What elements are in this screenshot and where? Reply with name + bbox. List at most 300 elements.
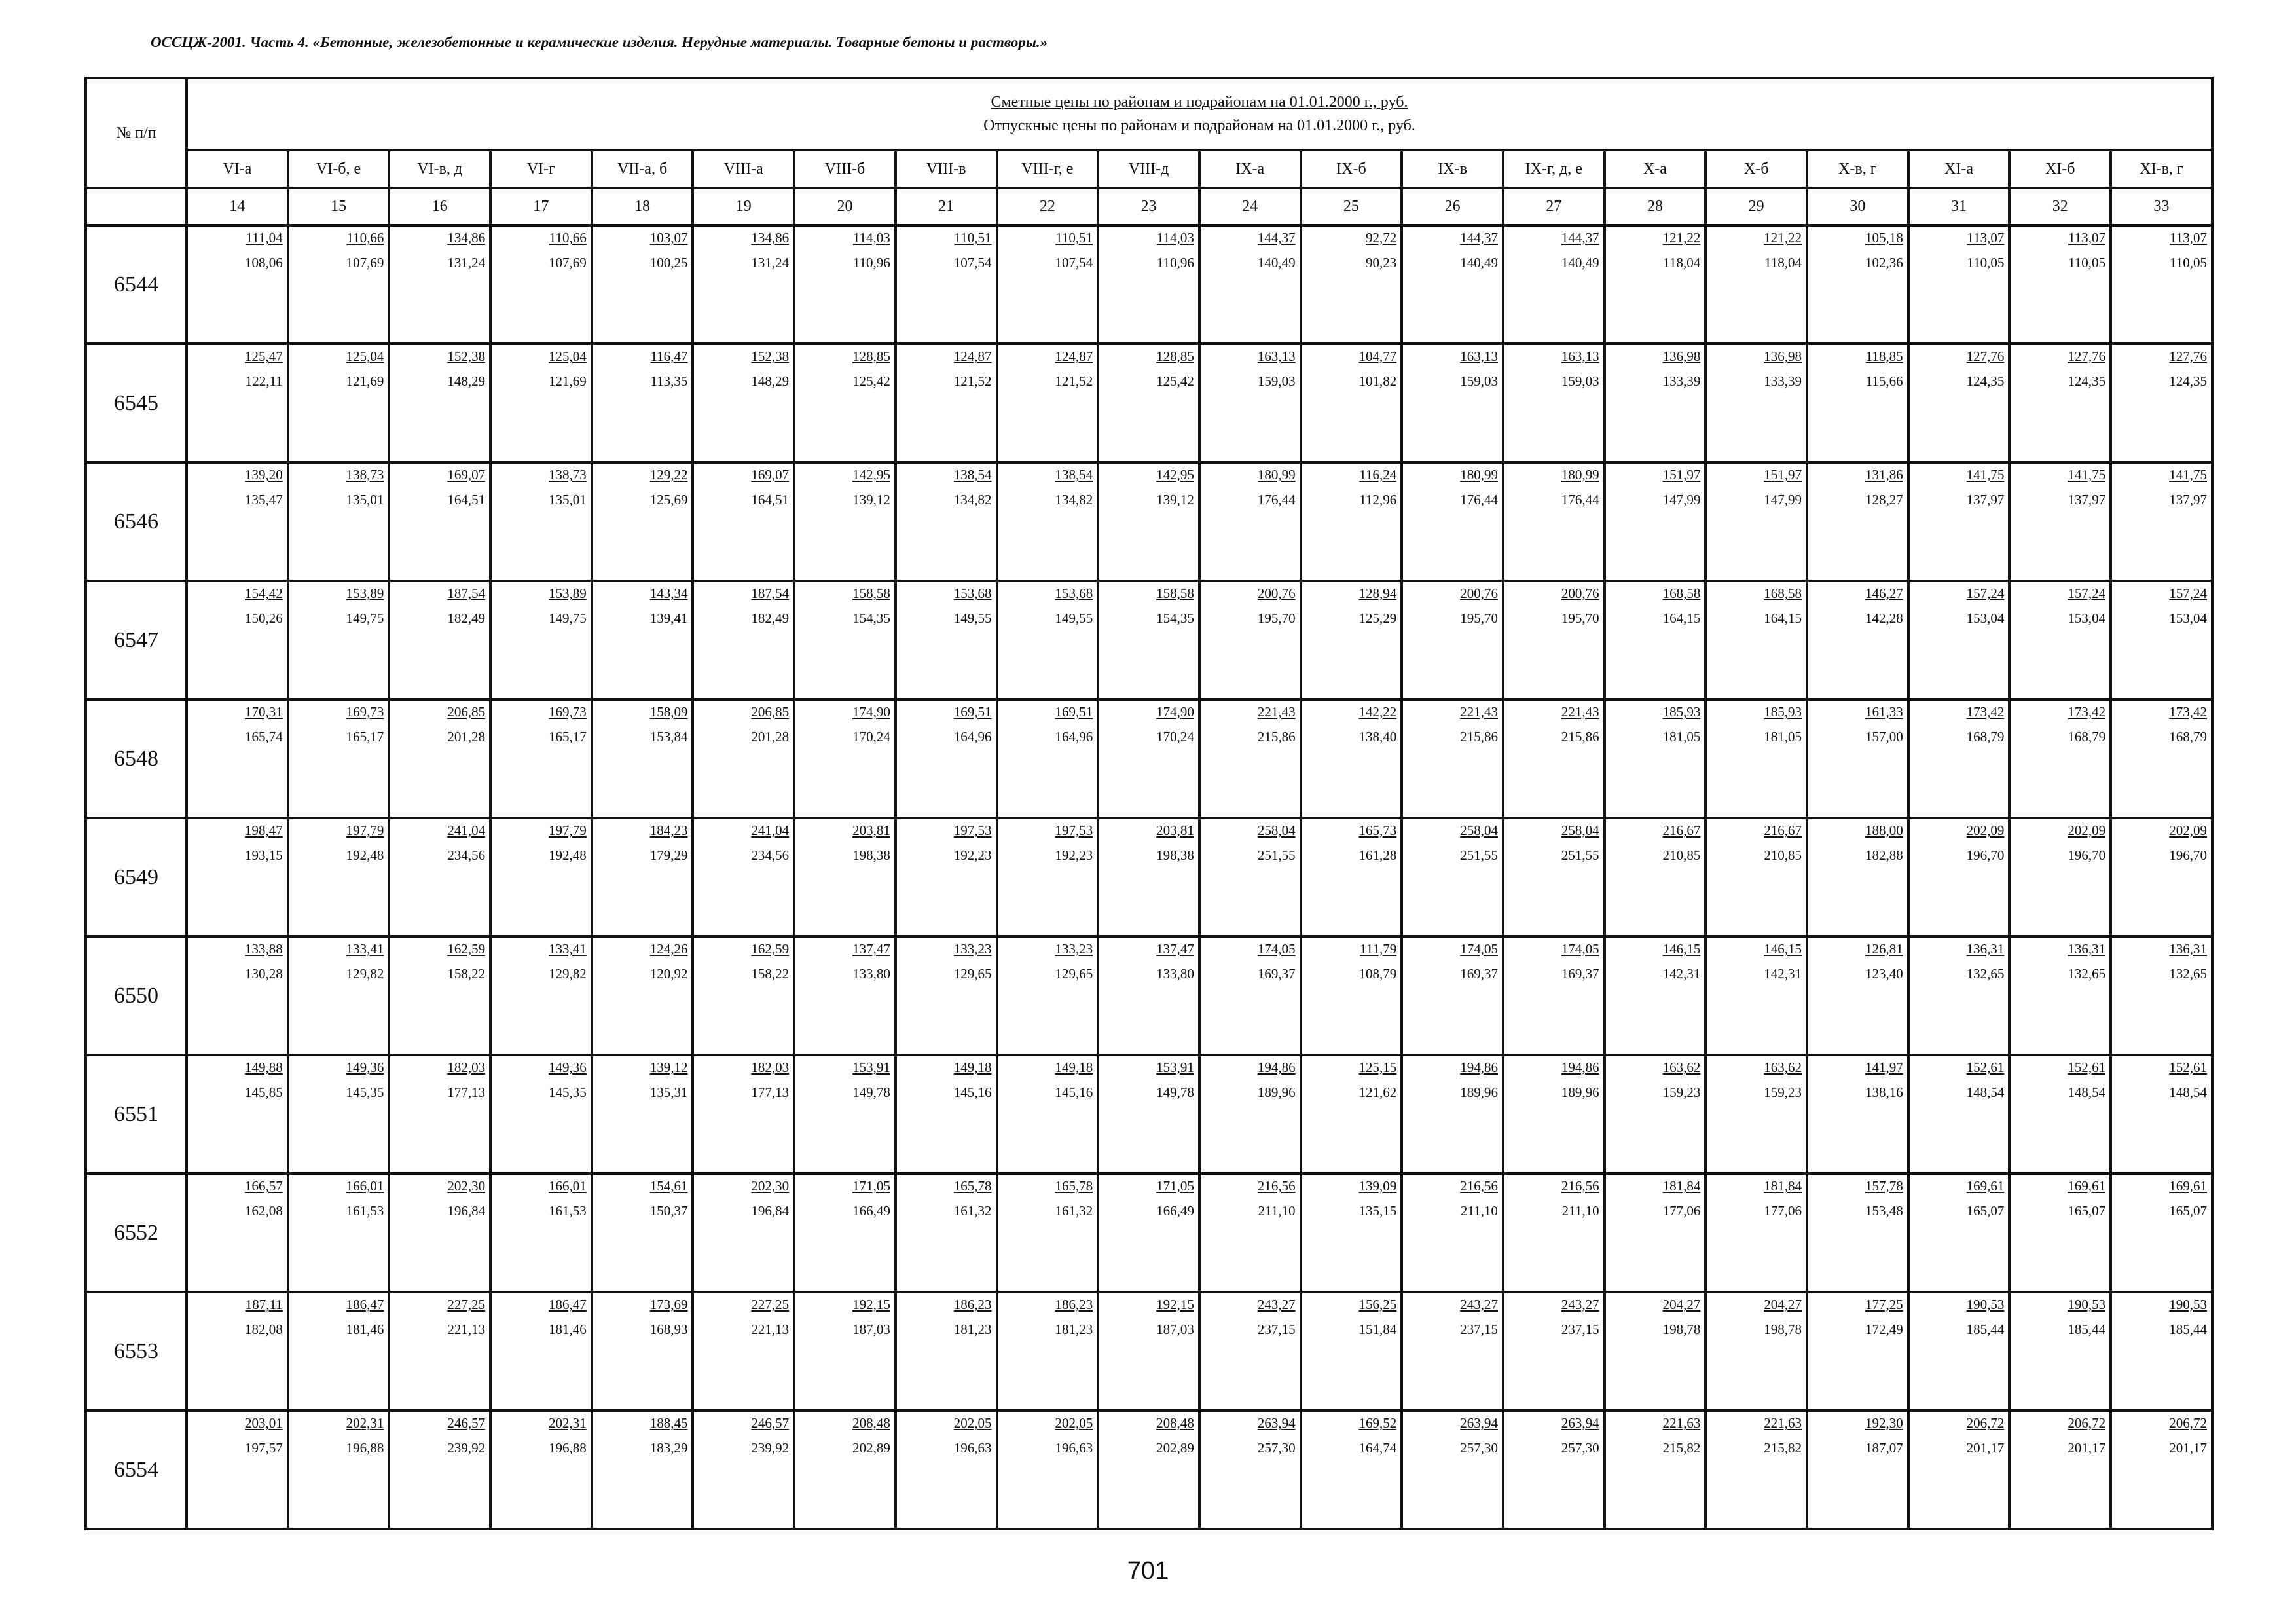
estimate-price: 263,94 (1460, 1415, 1498, 1431)
release-price: 196,84 (751, 1203, 790, 1219)
price-cell (1503, 699, 1605, 818)
release-price: 234,56 (447, 847, 486, 863)
release-price: 153,04 (1966, 610, 2005, 626)
release-price: 158,22 (751, 966, 790, 982)
release-price: 131,24 (447, 255, 486, 270)
price-cell (1705, 581, 1807, 699)
estimate-price: 121,22 (1764, 230, 1802, 246)
price-cell (1908, 344, 2010, 462)
release-price: 176,44 (1460, 492, 1498, 507)
estimate-price: 152,38 (751, 348, 790, 364)
price-cell (1098, 818, 1199, 936)
release-price: 120,92 (649, 966, 688, 982)
table-row (86, 1292, 2212, 1411)
release-price: 115,66 (1865, 373, 1903, 389)
price-cell (1705, 1292, 1807, 1411)
estimate-price: 190,53 (1966, 1297, 2005, 1312)
estimate-price: 165,78 (953, 1178, 992, 1194)
price-cell (1908, 699, 2010, 818)
price-cell (389, 1292, 490, 1411)
estimate-price: 173,42 (1966, 704, 2005, 720)
release-price: 140,49 (1561, 255, 1599, 270)
price-cell (389, 225, 490, 344)
release-price: 150,37 (649, 1203, 688, 1219)
price-cell (1301, 344, 1402, 462)
estimate-price: 141,75 (2169, 467, 2207, 483)
price-cell (1807, 225, 1908, 344)
estimate-price: 221,63 (1764, 1415, 1802, 1431)
zone-header: VI-г (490, 150, 592, 188)
price-cell (997, 225, 1099, 344)
release-price: 198,38 (1156, 847, 1194, 863)
estimate-price: 153,91 (1156, 1060, 1194, 1075)
release-price: 121,69 (549, 373, 587, 389)
price-cell (997, 1173, 1099, 1292)
estimate-price: 216,67 (1662, 822, 1701, 838)
price-cell (997, 344, 1099, 462)
estimate-price: 151,97 (1764, 467, 1802, 483)
price-cell (693, 581, 794, 699)
release-price: 237,15 (1561, 1321, 1599, 1337)
release-price: 210,85 (1764, 847, 1802, 863)
estimate-price: 204,27 (1764, 1297, 1802, 1312)
release-price: 210,85 (1662, 847, 1701, 863)
price-cell (187, 1055, 288, 1173)
estimate-price: 171,05 (1156, 1178, 1194, 1194)
release-price: 161,32 (1055, 1203, 1093, 1219)
price-cell (693, 1411, 794, 1529)
estimate-price: 186,23 (953, 1297, 992, 1312)
release-price: 140,49 (1257, 255, 1296, 270)
price-cell (1503, 462, 1605, 581)
table-row (86, 344, 2212, 462)
zone-header: VIII-а (693, 150, 794, 188)
release-price: 151,84 (1358, 1321, 1397, 1337)
zone-header: VIII-в (896, 150, 997, 188)
estimate-price: 157,24 (2068, 585, 2106, 601)
price-cell (1301, 462, 1402, 581)
price-cell (896, 936, 997, 1055)
column-number: 16 (389, 188, 490, 225)
release-price: 149,55 (1055, 610, 1093, 626)
release-price: 110,05 (2068, 255, 2106, 270)
release-price: 135,01 (346, 492, 384, 507)
price-cell (1098, 344, 1199, 462)
estimate-price: 182,03 (447, 1060, 486, 1075)
release-price: 108,79 (1358, 966, 1397, 982)
price-cell (997, 818, 1099, 936)
estimate-price: 168,58 (1764, 585, 1802, 601)
estimate-price: 146,15 (1662, 941, 1701, 957)
price-cell (1199, 818, 1301, 936)
estimate-price: 127,76 (2068, 348, 2106, 364)
estimate-price: 161,33 (1865, 704, 1903, 720)
column-number: 24 (1199, 188, 1301, 225)
release-price: 201,28 (751, 729, 790, 745)
estimate-price: 141,97 (1865, 1060, 1903, 1075)
release-price: 185,44 (2169, 1321, 2207, 1337)
column-number: 30 (1807, 188, 1908, 225)
release-price: 170,24 (1156, 729, 1194, 745)
estimate-price: 246,57 (447, 1415, 486, 1431)
estimate-price: 185,93 (1764, 704, 1802, 720)
price-cell (794, 581, 896, 699)
estimate-price: 243,27 (1257, 1297, 1296, 1312)
release-price: 129,65 (953, 966, 992, 982)
release-price: 181,46 (346, 1321, 384, 1337)
estimate-price: 141,75 (2068, 467, 2106, 483)
estimate-price: 165,78 (1055, 1178, 1093, 1194)
estimate-price: 110,66 (346, 230, 384, 246)
estimate-price: 204,27 (1662, 1297, 1701, 1312)
price-cell (187, 699, 288, 818)
release-price: 107,69 (549, 255, 587, 270)
release-price: 176,44 (1257, 492, 1296, 507)
release-price: 142,31 (1662, 966, 1701, 982)
estimate-price: 190,53 (2169, 1297, 2207, 1312)
estimate-price: 206,72 (2068, 1415, 2106, 1431)
release-price: 161,32 (953, 1203, 992, 1219)
release-price: 145,16 (1055, 1084, 1093, 1100)
price-cell (2009, 818, 2111, 936)
estimate-price: 258,04 (1460, 822, 1498, 838)
zone-header: VIII-г, е (997, 150, 1099, 188)
estimate-price: 263,94 (1257, 1415, 1296, 1431)
release-price: 124,35 (2068, 373, 2106, 389)
estimate-price: 136,98 (1662, 348, 1701, 364)
price-cell (693, 344, 794, 462)
column-number: 14 (187, 188, 288, 225)
price-cell (2111, 344, 2212, 462)
price-cell (794, 344, 896, 462)
estimate-price: 197,79 (346, 822, 384, 838)
estimate-price: 118,85 (1865, 348, 1903, 364)
price-cell (288, 1055, 390, 1173)
estimate-price: 113,07 (2170, 230, 2207, 246)
release-price: 153,84 (649, 729, 688, 745)
release-price: 198,38 (852, 847, 890, 863)
price-cell (389, 818, 490, 936)
release-price: 125,42 (852, 373, 890, 389)
release-price: 129,82 (549, 966, 587, 982)
price-cell (2009, 699, 2111, 818)
price-cell (1301, 818, 1402, 936)
estimate-price: 133,23 (1055, 941, 1093, 957)
price-cell (1605, 1173, 1706, 1292)
estimate-price: 180,99 (1460, 467, 1498, 483)
estimate-price: 157,24 (1966, 585, 2005, 601)
estimate-price: 138,54 (953, 467, 992, 483)
estimate-price: 116,47 (650, 348, 688, 364)
estimate-price: 125,47 (244, 348, 283, 364)
estimate-price: 194,86 (1561, 1060, 1599, 1075)
price-cell (1503, 936, 1605, 1055)
release-price: 172,49 (1865, 1321, 1903, 1337)
price-cell (490, 225, 592, 344)
release-price: 110,96 (852, 255, 890, 270)
release-price: 137,97 (2068, 492, 2106, 507)
release-price: 251,55 (1460, 847, 1498, 863)
table-row (86, 818, 2212, 936)
column-number: 17 (490, 188, 592, 225)
row-number: 6547 (86, 581, 187, 699)
price-cell (1301, 1292, 1402, 1411)
estimate-price: 144,37 (1561, 230, 1599, 246)
estimate-price: 169,07 (751, 467, 790, 483)
estimate-price: 163,13 (1257, 348, 1296, 364)
estimate-price: 186,47 (549, 1297, 587, 1312)
release-price: 215,86 (1460, 729, 1498, 745)
release-price: 139,12 (1156, 492, 1194, 507)
price-cell (2111, 818, 2212, 936)
release-price: 195,70 (1257, 610, 1296, 626)
zone-header: VII-а, б (592, 150, 693, 188)
price-cell (1199, 699, 1301, 818)
release-price: 131,24 (751, 255, 790, 270)
estimate-price: 192,15 (1156, 1297, 1194, 1312)
release-price: 135,31 (649, 1084, 688, 1100)
release-price: 159,23 (1764, 1084, 1802, 1100)
release-price: 139,12 (852, 492, 890, 507)
price-cell (1807, 1055, 1908, 1173)
estimate-price: 113,07 (2068, 230, 2106, 246)
release-price: 123,40 (1865, 966, 1903, 982)
estimate-price: 181,84 (1764, 1178, 1802, 1194)
estimate-price: 157,78 (1865, 1178, 1903, 1194)
release-price: 107,54 (1055, 255, 1093, 270)
estimate-price: 133,23 (953, 941, 992, 957)
estimate-price: 142,95 (852, 467, 890, 483)
zone-header: VI-б, е (288, 150, 390, 188)
release-price: 154,35 (1156, 610, 1194, 626)
estimate-price: 202,09 (2068, 822, 2106, 838)
price-cell (389, 1411, 490, 1529)
price-cell (1199, 936, 1301, 1055)
price-cell (2009, 344, 2111, 462)
price-cell (896, 581, 997, 699)
release-price: 169,37 (1561, 966, 1599, 982)
price-cell (288, 1173, 390, 1292)
price-cell (490, 1055, 592, 1173)
price-cell (288, 581, 390, 699)
price-cell (2111, 225, 2212, 344)
release-price: 118,04 (1663, 255, 1701, 270)
price-cell (1503, 344, 1605, 462)
price-cell (794, 225, 896, 344)
price-cell (1908, 462, 2010, 581)
release-price: 140,49 (1460, 255, 1498, 270)
estimate-price: 169,51 (1055, 704, 1093, 720)
price-cell (1503, 581, 1605, 699)
release-price: 101,82 (1358, 373, 1397, 389)
estimate-price: 216,67 (1764, 822, 1802, 838)
estimate-price: 127,76 (2169, 348, 2207, 364)
price-cell (1908, 581, 2010, 699)
estimate-price: 173,42 (2068, 704, 2106, 720)
estimate-price: 113,07 (1967, 230, 2005, 246)
column-number-blank (86, 188, 187, 225)
release-price: 135,15 (1358, 1203, 1397, 1219)
price-cell (389, 344, 490, 462)
price-cell (896, 344, 997, 462)
column-number: 28 (1605, 188, 1706, 225)
release-price: 181,05 (1764, 729, 1802, 745)
estimate-price: 180,99 (1257, 467, 1296, 483)
zone-header-row (86, 150, 2212, 188)
price-cell (896, 818, 997, 936)
estimate-price: 121,22 (1662, 230, 1701, 246)
price-cell (2111, 699, 2212, 818)
estimate-price: 227,25 (751, 1297, 790, 1312)
estimate-price: 110,51 (954, 230, 992, 246)
estimate-price: 263,94 (1561, 1415, 1599, 1431)
release-price: 185,44 (1966, 1321, 2005, 1337)
estimate-price: 202,30 (447, 1178, 486, 1194)
price-cell (1807, 462, 1908, 581)
estimate-price: 154,42 (244, 585, 283, 601)
estimate-price: 221,43 (1257, 704, 1296, 720)
release-price: 192,23 (953, 847, 992, 863)
price-cell (693, 818, 794, 936)
zone-header: XI-а (1908, 150, 2010, 188)
column-number: 25 (1301, 188, 1402, 225)
estimate-price: 192,30 (1865, 1415, 1903, 1431)
estimate-price: 151,97 (1662, 467, 1701, 483)
release-price: 149,75 (346, 610, 384, 626)
price-cell (1098, 1411, 1199, 1529)
estimate-price: 166,01 (549, 1178, 587, 1194)
estimate-price: 149,36 (346, 1060, 384, 1075)
price-cell (1098, 581, 1199, 699)
release-price: 145,35 (549, 1084, 587, 1100)
price-cell (1705, 1411, 1807, 1529)
release-price: 108,06 (244, 255, 283, 270)
estimate-price: 216,56 (1561, 1178, 1599, 1194)
price-cell (1402, 1292, 1503, 1411)
estimate-price: 133,88 (244, 941, 283, 957)
release-price: 149,75 (549, 610, 587, 626)
release-price: 121,52 (1055, 373, 1093, 389)
price-cell (1503, 1292, 1605, 1411)
price-cell (1402, 1411, 1503, 1529)
estimate-price: 202,31 (549, 1415, 587, 1431)
release-price: 138,40 (1358, 729, 1397, 745)
estimate-price: 104,77 (1358, 348, 1397, 364)
estimate-price: 125,15 (1358, 1060, 1397, 1075)
estimate-price: 128,94 (1358, 585, 1397, 601)
release-price: 189,96 (1561, 1084, 1599, 1100)
price-cell (1402, 462, 1503, 581)
release-price: 182,49 (751, 610, 790, 626)
estimate-price: 200,76 (1460, 585, 1498, 601)
price-cell (2111, 1055, 2212, 1173)
price-cell (2009, 1411, 2111, 1529)
price-cell (592, 225, 693, 344)
row-number: 6551 (86, 1055, 187, 1173)
estimate-price: 166,57 (244, 1178, 283, 1194)
price-cell (187, 1173, 288, 1292)
estimate-price: 169,61 (1966, 1178, 2005, 1194)
release-price: 135,01 (549, 492, 587, 507)
release-price: 196,88 (549, 1440, 587, 1456)
estimate-price: 174,05 (1561, 941, 1599, 957)
price-cell (997, 1411, 1099, 1529)
release-price: 170,24 (852, 729, 890, 745)
price-cell (1402, 699, 1503, 818)
estimate-price: 206,85 (751, 704, 790, 720)
estimate-price: 152,61 (2169, 1060, 2207, 1075)
row-number: 6553 (86, 1292, 187, 1411)
estimate-price: 185,93 (1662, 704, 1701, 720)
estimate-price: 127,76 (1966, 348, 2005, 364)
zone-header: VIII-д (1098, 150, 1199, 188)
release-price: 159,03 (1460, 373, 1498, 389)
price-cell (1605, 462, 1706, 581)
release-price: 164,74 (1358, 1440, 1397, 1456)
price-cell (1503, 225, 1605, 344)
price-table (84, 77, 2211, 1530)
column-number: 20 (794, 188, 896, 225)
price-cell (288, 344, 390, 462)
estimate-price-title: Сметные цены по районам и подрайонам на 01.01.2000 г., руб. (991, 94, 1408, 111)
release-price: 145,35 (346, 1084, 384, 1100)
release-price: 145,85 (244, 1084, 283, 1100)
release-price: 168,79 (1966, 729, 2005, 745)
release-price: 122,11 (245, 373, 283, 389)
release-price: 164,15 (1662, 610, 1701, 626)
estimate-price: 184,23 (649, 822, 688, 838)
zone-header: X-б (1705, 150, 1807, 188)
estimate-price: 139,09 (1358, 1178, 1397, 1194)
release-price: 183,29 (649, 1440, 688, 1456)
price-cell (1908, 1173, 2010, 1292)
price-cell (794, 1292, 896, 1411)
estimate-price: 124,87 (1055, 348, 1093, 364)
release-price: 215,82 (1764, 1440, 1802, 1456)
price-cell (1402, 581, 1503, 699)
price-cell (1199, 1055, 1301, 1173)
price-cell (1605, 344, 1706, 462)
estimate-price: 186,47 (346, 1297, 384, 1312)
release-price: 125,29 (1358, 610, 1397, 626)
estimate-price: 163,13 (1561, 348, 1599, 364)
price-cell (288, 818, 390, 936)
price-cell (1705, 1173, 1807, 1292)
price-cell (187, 936, 288, 1055)
price-cell (693, 225, 794, 344)
price-cell (1908, 1411, 2010, 1529)
price-cell (1098, 1055, 1199, 1173)
release-price: 158,22 (447, 966, 486, 982)
release-price: 121,69 (346, 373, 384, 389)
estimate-price: 169,52 (1358, 1415, 1397, 1431)
release-price-title: Отпускные цены по районам и подрайонам на 01.01.2000 г., руб. (983, 117, 1415, 134)
estimate-price: 182,03 (751, 1060, 790, 1075)
release-price: 159,03 (1257, 373, 1296, 389)
price-cell (288, 1411, 390, 1529)
release-price: 176,44 (1561, 492, 1599, 507)
estimate-price: 153,89 (549, 585, 587, 601)
estimate-price: 111,04 (246, 230, 283, 246)
release-price: 237,15 (1460, 1321, 1498, 1337)
price-cell (1301, 1055, 1402, 1173)
estimate-price: 166,01 (346, 1178, 384, 1194)
release-price: 132,65 (2068, 966, 2106, 982)
release-price: 148,29 (447, 373, 486, 389)
release-price: 165,07 (1966, 1203, 2005, 1219)
estimate-price: 177,25 (1865, 1297, 1903, 1312)
price-cell (389, 1173, 490, 1292)
